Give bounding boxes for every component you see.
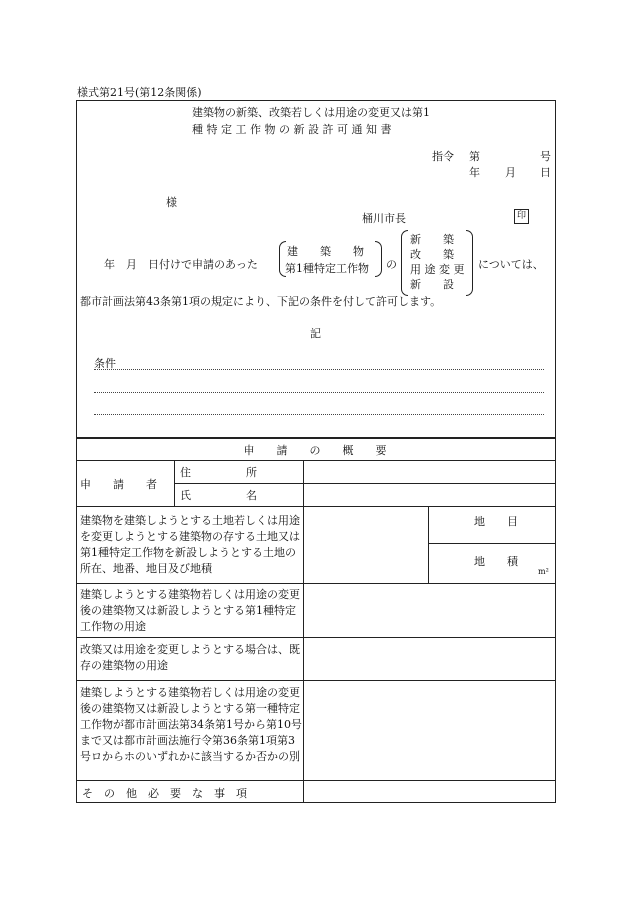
body-prefix: 年 月 日付けで申請のあった xyxy=(104,258,258,271)
object-structure: 第1種特定工作物 xyxy=(285,262,369,275)
rule-existing-bottom xyxy=(76,680,556,681)
conditions-line-1 xyxy=(94,369,544,370)
rule-location-bottom xyxy=(76,583,556,584)
date-day: 日 xyxy=(540,166,551,179)
doc-number-go: 号 xyxy=(540,150,551,163)
body-particle: の xyxy=(386,258,397,271)
rule-chimoku-chiseki xyxy=(428,543,556,544)
conditions-label: 条件 xyxy=(94,357,116,370)
action-brace-left xyxy=(401,230,408,296)
date-year: 年 xyxy=(469,166,480,179)
action-new-build: 新 築 xyxy=(410,233,454,246)
rule-applicability-bottom xyxy=(76,780,556,781)
doc-number-prefix: 指令 xyxy=(432,150,454,163)
body-suffix: については、 xyxy=(478,258,544,271)
summary-top-rule xyxy=(76,437,556,439)
action-brace-right xyxy=(466,230,473,296)
name-label: 氏 名 xyxy=(180,489,257,502)
address-label: 住 所 xyxy=(180,466,257,479)
other-label: そ の 他 必 要 な 事 項 xyxy=(82,787,247,800)
area-unit: m² xyxy=(538,567,549,576)
existing-use-label: 改築又は用途を変更しようとする場合は、既存の建築物の用途 xyxy=(80,643,300,672)
conditions-line-3 xyxy=(94,414,544,415)
vline-applicant xyxy=(174,460,175,506)
applicability-label: 建築しようとする建築物若しくは用途の変更後の建築物又は新設しようとする第一種特定工作物が都市計画法第34条第1号から第10号まで又は都市計画法施行令第36条第1項第3号ロからホのいずれかに該当するか否かの別 xyxy=(80,686,302,763)
vline-main xyxy=(303,460,304,803)
conditions-line-2 xyxy=(94,392,544,393)
use-label: 建築しようとする建築物若しくは用途の変更後の建築物又は新設しようとする第1種特定工作物の用途 xyxy=(80,588,300,633)
action-new-install: 新 設 xyxy=(410,278,454,291)
action-rebuild: 改 築 xyxy=(410,248,454,261)
title-line-1: 建築物の新築、改築若しくは用途の変更又は第1 xyxy=(192,106,430,119)
issuer: 桶川市長 xyxy=(362,212,406,225)
addressee-sama: 様 xyxy=(166,196,177,209)
seal-mark: 印 xyxy=(514,209,529,224)
vline-land xyxy=(428,506,429,583)
applicant-label: 申 請 者 xyxy=(80,478,157,491)
rule-address-name xyxy=(174,483,556,484)
doc-number-dai: 第 xyxy=(469,150,480,163)
form-number: 様式第21号(第12条関係) xyxy=(77,86,202,99)
action-change-use: 用 途 変 更 xyxy=(410,263,465,276)
summary-header: 申 請 の 概 要 xyxy=(243,444,387,457)
ki-heading: 記 xyxy=(310,327,321,340)
rule-use-bottom xyxy=(76,637,556,638)
rule-applicant-bottom xyxy=(76,506,556,507)
title-line-2: 種 特 定 工 作 物 の 新 設 許 可 通 知 書 xyxy=(192,123,392,136)
date-month: 月 xyxy=(505,166,516,179)
object-building: 建 築 物 xyxy=(287,245,364,258)
chiseki-label: 地 積 xyxy=(474,555,518,568)
summary-header-rule xyxy=(76,460,556,461)
body-line-2: 都市計画法第43条第1項の規定により、下記の条件を付して許可します。 xyxy=(80,295,442,308)
object-brace-right xyxy=(375,241,382,277)
location-label: 建築物を建築しようとする土地若しくは用途を変更しようとする建築物の存する土地又は第1種特定工作物を新設しようとする土地の所在、地番、地目及び地積 xyxy=(80,514,300,575)
chimoku-label: 地 目 xyxy=(474,515,518,528)
